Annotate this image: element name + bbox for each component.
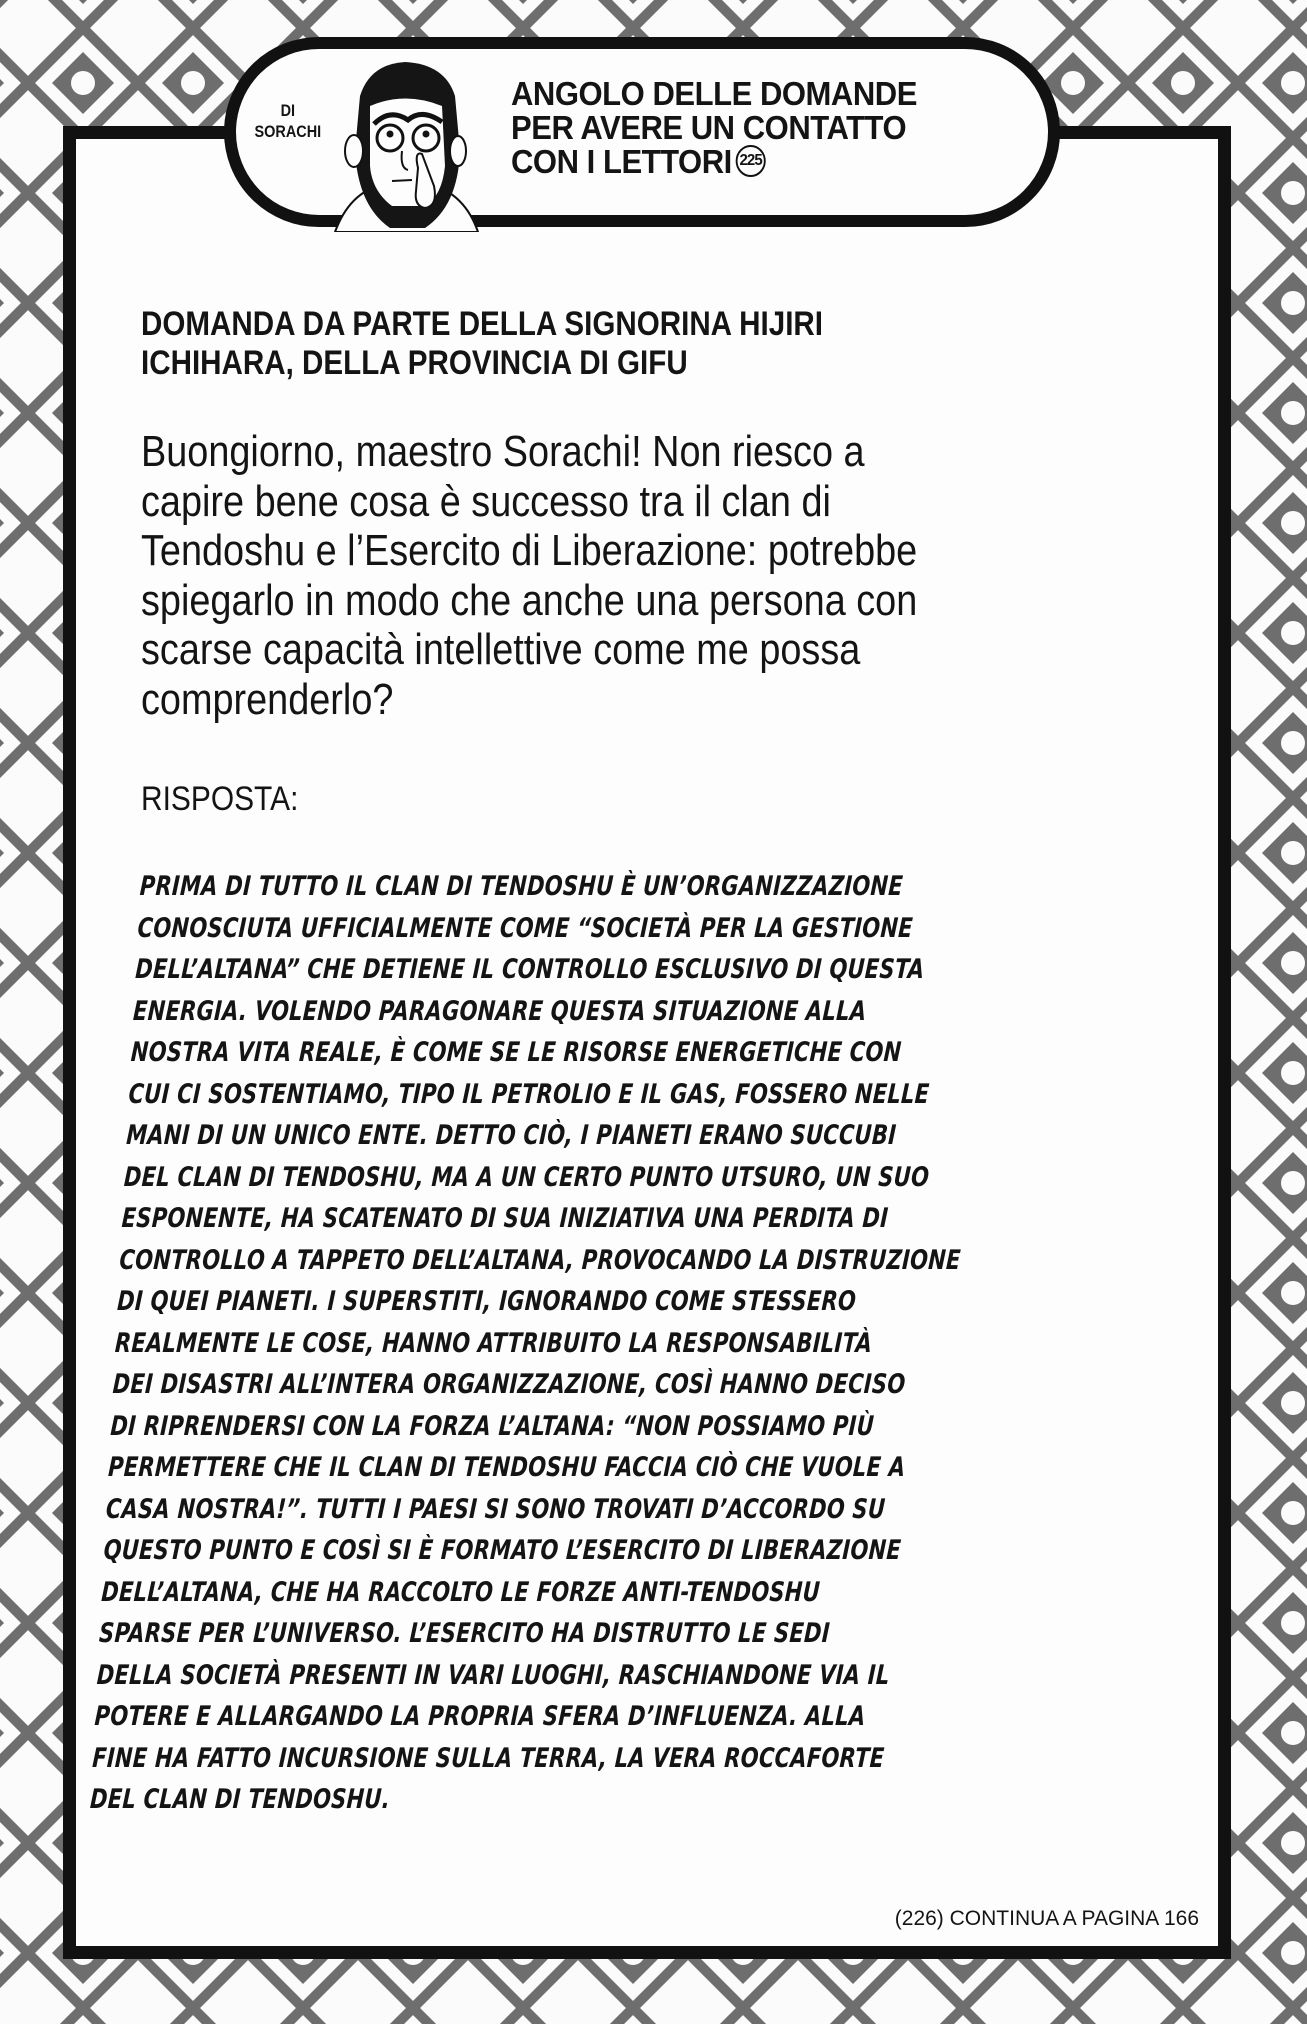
answer-line: CONOSCIUTA UFFICIALMENTE COME “SOCIETÀ PER LA GESTIONE <box>136 912 914 944</box>
answer-line: DELL’ALTANA” CHE DETIENE IL CONTROLLO ESCLUSIVO DI QUESTA <box>134 954 926 985</box>
continuation-note: (226) CONTINUA A PAGINA 166 <box>894 1907 1199 1930</box>
byline-line: DI <box>280 101 296 120</box>
answer-line: FINE HA FATTO INCURSIONE SULLA TERRA, LA VERA ROCCAFORTE <box>91 1742 886 1774</box>
answer-line: CASA NOSTRA!”. TUTTI I PAESI SI SONO TROVATI D’ACCORDO SU <box>105 1493 887 1525</box>
question-line: spiegarlo in modo che anche una persona con <box>141 575 918 625</box>
answer-line: REALMENTE LE COSE, HANNO ATTRIBUITO LA RESPONSABILITÀ <box>114 1327 873 1359</box>
question-line: comprenderlo? <box>141 674 394 724</box>
answer-line: CONTROLLO A TAPPETO DELL’ALTANA, PROVOCANDO LA DISTRUZIONE <box>118 1244 962 1276</box>
question-body <box>141 427 917 724</box>
answer-line: DEL CLAN DI TENDOSHU. <box>89 1784 391 1815</box>
column-title <box>511 77 917 180</box>
title-line <box>511 145 917 180</box>
heading-line: ICHIHARA, DELLA PROVINCIA DI GIFU <box>141 344 688 382</box>
answer-line: MANI DI UN UNICO ENTE. DETTO CIÒ, I PIANETI ERANO SUCCUBI <box>125 1120 898 1151</box>
answer-line: DI RIPRENDERSI CON LA FORZA L’ALTANA: “NON POSSIAMO PIÙ <box>109 1410 875 1442</box>
author-caricature-icon <box>330 56 480 232</box>
answer-line: DELLA SOCIETÀ PRESENTI IN VARI LUOGHI, RASCHIANDONE VIA IL <box>96 1659 891 1691</box>
question-line: capire bene cosa è successo tra il clan di <box>141 476 831 526</box>
author-byline <box>253 100 323 142</box>
question-heading <box>141 305 1028 383</box>
question-line: Tendoshu e l’Esercito di Liberazione: potrebbe <box>141 526 918 575</box>
answer-line: QUESTO PUNTO E COSÌ SI È FORMATO L’ESERCITO DI LIBERAZIONE <box>102 1535 902 1566</box>
answer-line: PERMETTERE CHE IL CLAN DI TENDOSHU FACCIA CIÒ CHE VUOLE A <box>107 1452 907 1483</box>
answer-line: ENERGIA. VOLENDO PARAGONARE QUESTA SITUAZIONE ALLA <box>132 995 868 1027</box>
title-line-text: CON I LETTORI <box>511 143 732 180</box>
answer-body <box>89 866 982 1821</box>
answer-line: CUI CI SOSTENTIAMO, TIPO IL PETROLIO E IL GAS, FOSSERO NELLE <box>127 1078 931 1110</box>
byline-line: SORACHI <box>254 122 322 141</box>
answer-line: ESPONENTE, HA SCATENATO DI SUA INIZIATIVA UNA PERDITA DI <box>120 1203 890 1234</box>
answer-line: SPARSE PER L’UNIVERSO. L’ESERCITO HA DISTRUTTO LE SEDI <box>98 1618 831 1649</box>
issue-number-badge: 225 <box>736 145 766 177</box>
answer-line: DEL CLAN DI TENDOSHU, MA A UN CERTO PUNTO UTSURO, UN SUO <box>123 1161 931 1193</box>
answer-line: NOSTRA VITA REALE, È COME SE LE RISORSE ENERGETICHE CON <box>129 1037 903 1068</box>
heading-line: DOMANDA DA PARTE DELLA SIGNORINA HIJIRI <box>141 305 823 343</box>
question-line: scarse capacità intellettive come me possa <box>141 625 861 674</box>
answer-line: DELL’ALTANA, CHE HA RACCOLTO LE FORZE ANTI-TENDOSHU <box>100 1576 821 1608</box>
answer-line: POTERE E ALLARGANDO LA PROPRIA SFERA D’INFLUENZA. ALLA <box>93 1701 867 1732</box>
answer-line: DEI DISASTRI ALL’INTERA ORGANIZZAZIONE, COSÌ HANNO DECISO <box>111 1369 907 1400</box>
answer-label: RISPOSTA: <box>141 780 299 818</box>
title-line: ANGOLO DELLE DOMANDE <box>511 75 917 112</box>
question-line: Buongiorno, maestro Sorachi! Non riesco a <box>141 427 865 476</box>
answer-line: PRIMA DI TUTTO IL CLAN DI TENDOSHU È UN’ORGANIZZAZIONE <box>139 871 904 902</box>
title-line: PER AVERE UN CONTATTO <box>511 109 907 146</box>
answer-line: DI QUEI PIANETI. I SUPERSTITI, IGNORANDO COME STESSERO <box>116 1286 857 1317</box>
